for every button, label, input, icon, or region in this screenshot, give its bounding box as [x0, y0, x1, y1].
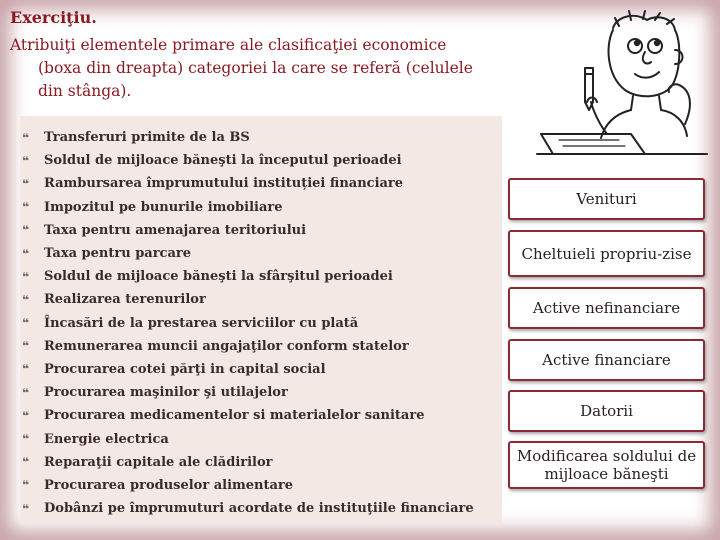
list-item[interactable]: ❝ Energie electrica [22, 431, 169, 447]
list-item[interactable]: ❝ Realizarea terenurilor [22, 292, 206, 308]
list-item[interactable]: ❝ Procurarea maşinilor şi utilajelor [22, 385, 288, 401]
bullet-icon: ❝ [22, 432, 30, 447]
bullet-icon: ❝ [22, 362, 30, 377]
category-box-active-nefinanciare[interactable]: Active nefinanciare [508, 287, 705, 329]
instruction-text [10, 34, 525, 103]
instruction-line-2: (boxa din dreapta) categoriei la care se referă (celulele [38, 59, 473, 77]
bullet-icon: ❝ [22, 292, 30, 307]
list-item[interactable]: ❝ Soldul de mijloace băneşti la sfârşitul perioadei [22, 269, 393, 285]
list-item[interactable]: ❝ Impozitul pe bunurile imobiliare [22, 199, 283, 215]
bullet-icon: ❝ [22, 200, 30, 215]
bullet-icon: ❝ [22, 408, 30, 423]
list-item[interactable]: ❝ Reparaţii capitale ale clădirilor [22, 454, 273, 470]
list-item[interactable]: ❝ Procurarea cotei părţi in capital social [22, 361, 326, 377]
list-item[interactable]: ❝ Taxa pentru amenajarea teritoriului [22, 222, 307, 238]
category-box-modificarea-soldului[interactable]: Modificarea soldului de mijloace băneşti [508, 441, 705, 489]
bullet-icon: ❝ [22, 130, 30, 145]
instruction-line-3: din stânga). [38, 82, 132, 100]
bullet-icon: ❝ [22, 246, 30, 261]
exercise-title: Exerciţiu. [10, 8, 97, 27]
bullet-icon: ❝ [22, 223, 30, 238]
instruction-line-1: Atribuiţi elementele primare ale clasificaţiei economice [10, 36, 447, 54]
list-item[interactable]: ❝ Procurarea medicamentelor si materialelor sanitare [22, 408, 425, 424]
list-item[interactable]: ❝ Rambursarea împrumutului instituției financiare [22, 176, 404, 192]
items-list [22, 126, 492, 520]
category-box-datorii[interactable]: Datorii [508, 390, 705, 432]
bullet-icon: ❝ [22, 269, 30, 284]
list-item[interactable]: ❝ Procurarea produselor alimentare [22, 477, 294, 493]
bullet-icon: ❝ [22, 339, 30, 354]
bullet-icon: ❝ [22, 501, 30, 516]
bullet-icon: ❝ [22, 153, 30, 168]
list-item[interactable]: ❝ Taxa pentru parcare [22, 246, 192, 262]
bullet-icon: ❝ [22, 385, 30, 400]
list-item[interactable]: ❝ Încasări de la prestarea serviciilor cu plată [22, 315, 359, 331]
category-box-cheltuieli[interactable]: Cheltuieli propriu-zise [508, 230, 705, 277]
bullet-icon: ❝ [22, 316, 30, 331]
bullet-icon: ❝ [22, 455, 30, 470]
list-item[interactable]: ❝ Dobânzi pe împrumuturi acordate de instituţiile financiare [22, 501, 474, 517]
list-item[interactable]: ❝ Transferuri primite de la BS [22, 130, 250, 146]
thinking-person-illustration [535, 6, 710, 156]
bullet-icon: ❝ [22, 478, 30, 493]
list-item[interactable]: ❝ Remunerarea muncii angajaţilor conform statelor [22, 338, 409, 354]
list-item[interactable]: ❝ Soldul de mijloace băneşti la începutul perioadei [22, 153, 402, 169]
category-box-venituri[interactable]: Venituri [508, 178, 705, 220]
bullet-icon: ❝ [22, 176, 30, 191]
category-box-active-financiare[interactable]: Active financiare [508, 339, 705, 381]
